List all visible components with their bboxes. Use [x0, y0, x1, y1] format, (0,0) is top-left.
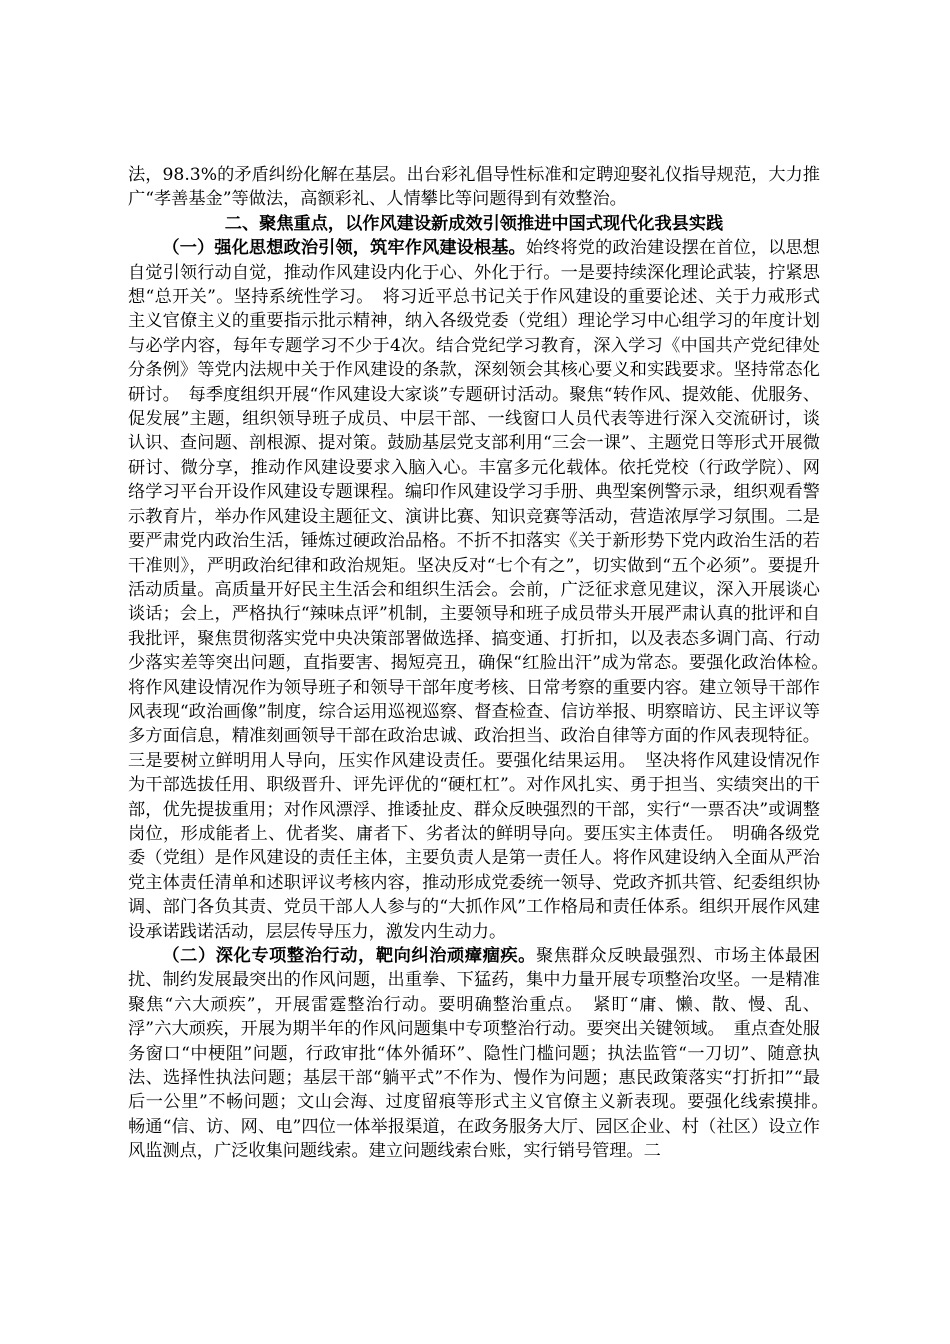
document-page [128, 163, 838, 1164]
section-heading: 二、聚焦重点，以作风建设新成效引领推进中国式现代化我县实践 [224, 213, 724, 234]
subsection-1-body: 始终将党的政治建设摆在首位，以思想自觉引领行动自觉，推动作风建设内化于心、外化于行。一是要持续深化理论武装，拧紧思想“总开关”。坚持系统性学习。 将习近平总书记关于作风建设的重要论述、关于力戒形式主义官僚主义的重要指示批示精神，纳入各级党委（党组）理论学习中心组学习的年度计划与必学内容，每年专题学习不少于4次。结合党纪学习教育，深入学习《中国共产党纪律处分条例》等党内法规中关于作风建设的条款，深刻领会其核心要义和实践要求。坚持常态化研讨。 每季度组织开展“作风建设大家谈”专题研讨活动。聚焦“转作风、提效能、优服务、促发展”主题，组织领导班子成员、中层干部、一线窗口人员代表等进行深入交流研讨，谈认识、查问题、剖根源、提对策。鼓励基层党支部利用“三会一课”、主题党日等形式开展微研讨、微分享，推动作风建设要求入脑入心。丰富多元化载体。依托党校（行政学院）、网络学习平台开设作风建设专题课程。编印作风建设学习手册、典型案例警示录，组织观看警示教育片，举办作风建设主题征文、演讲比赛、知识竞赛等活动，营造浓厚学习氛围。二是要严肃党内政治生活，锤炼过硬政治品格。不折不扣落实《关于新形势下党内政治生活的若干准则》，严明政治纪律和政治规矩。坚决反对“七个有之”，切实做到“五个必须”。要提升活动质量。高质量开好民主生活会和组织生活会。会前，广泛征求意见建议，深入开展谈心谈话；会上，严格执行“辣味点评”机制，主要领导和班子成员带头开展严肃认真的批评和自我批评，聚焦贯彻落实党中央决策部署做选择、搞变通、打折扣，以及表态多调门高、行动少落实差等突出问题，直指要害、揭短亮丑，确保“红脸出汗”成为常态。要强化政治体检。 将作风建设情况作为领导班子和领导干部年度考核、日常考察的重要内容。建立领导干部作风表现“政治画像”制度，综合运用巡视巡察、督查检查、信访举报、明察暗访、民主评议等多方面信息，精准刻画领导干部在政治忠诚、政治担当、政治自律等方面的作风表现特征。三是要树立鲜明用人导向，压实作风建设责任。要强化结果运用。 坚决将作风建设情况作为干部选拔任用、职级晋升、评先评优的“硬杠杠”。对作风扎实、勇于担当、实绩突出的干部，优先提拔重用；对作风漂浮、推诿扯皮、群众反映强烈的干部，实行“一票否决”或调整岗位，形成能者上、优者奖、庸者下、劣者汰的鲜明导向。要压实主体责任。 明确各级党委（党组）是作风建设的责任主体，主要负责人是第一责任人。将作风建设纳入全面从严治党主体责任清单和述职评议考核内容，推动形成党委统一领导、党政齐抓共管、纪委组织协调、部门各负其责、党员干部人人参与的“大抓作风”工作格局和责任体系。组织开展作风建设承诺践诺活动，层层传导压力，激发内生动力。 [128, 238, 838, 942]
subsection-2-heading: （二）深化专项整治行动，靶向纠治顽瘴痼疾。 [162, 946, 536, 966]
subsection-1-heading: （一）强化思想政治引领，筑牢作风建设根基。 [162, 238, 526, 259]
subsection-2-paragraph [128, 944, 838, 1164]
subsection-1-paragraph [128, 236, 838, 944]
subsection-2-body: 聚焦群众反映最强烈、市场主体最困扰、制约发展最突出的作风问题，出重拳、下猛药，集中力量开展专项整治攻坚。一是精准聚焦“六大顽疾”，开展雷霆整治行动。要明确整治重点。 紧盯“庸、懒、散、慢、乱、浮”六大顽疾，开展为期半年的作风问题集中专项整治行动。要突出关键领域。 重点查处服务窗口“中梗阻”问题，行政审批“体外循环”、隐性门槛问题；执法监管“一刀切”、随意执法、选择性执法问题；基层干部“躺平式”不作为、慢作为问题；惠民政策落实“打折扣”“最后一公里”不畅问题；文山会海、过度留痕等形式主义官僚主义新表现。要强化线索摸排。 畅通“信、访、网、电”四位一体举报渠道，在政务服务大厅、园区企业、村（社区）设立作风监测点，广泛收集问题线索。建立问题线索台账，实行销号管理。二 [128, 946, 838, 1162]
intro-paragraph: 法，98.3%的矛盾纠纷化解在基层。出台彩礼倡导性标准和定聘迎娶礼仪指导规范，大力推广“孝善基金”等做法，高额彩礼、人情攀比等问题得到有效整治。 [128, 165, 820, 210]
